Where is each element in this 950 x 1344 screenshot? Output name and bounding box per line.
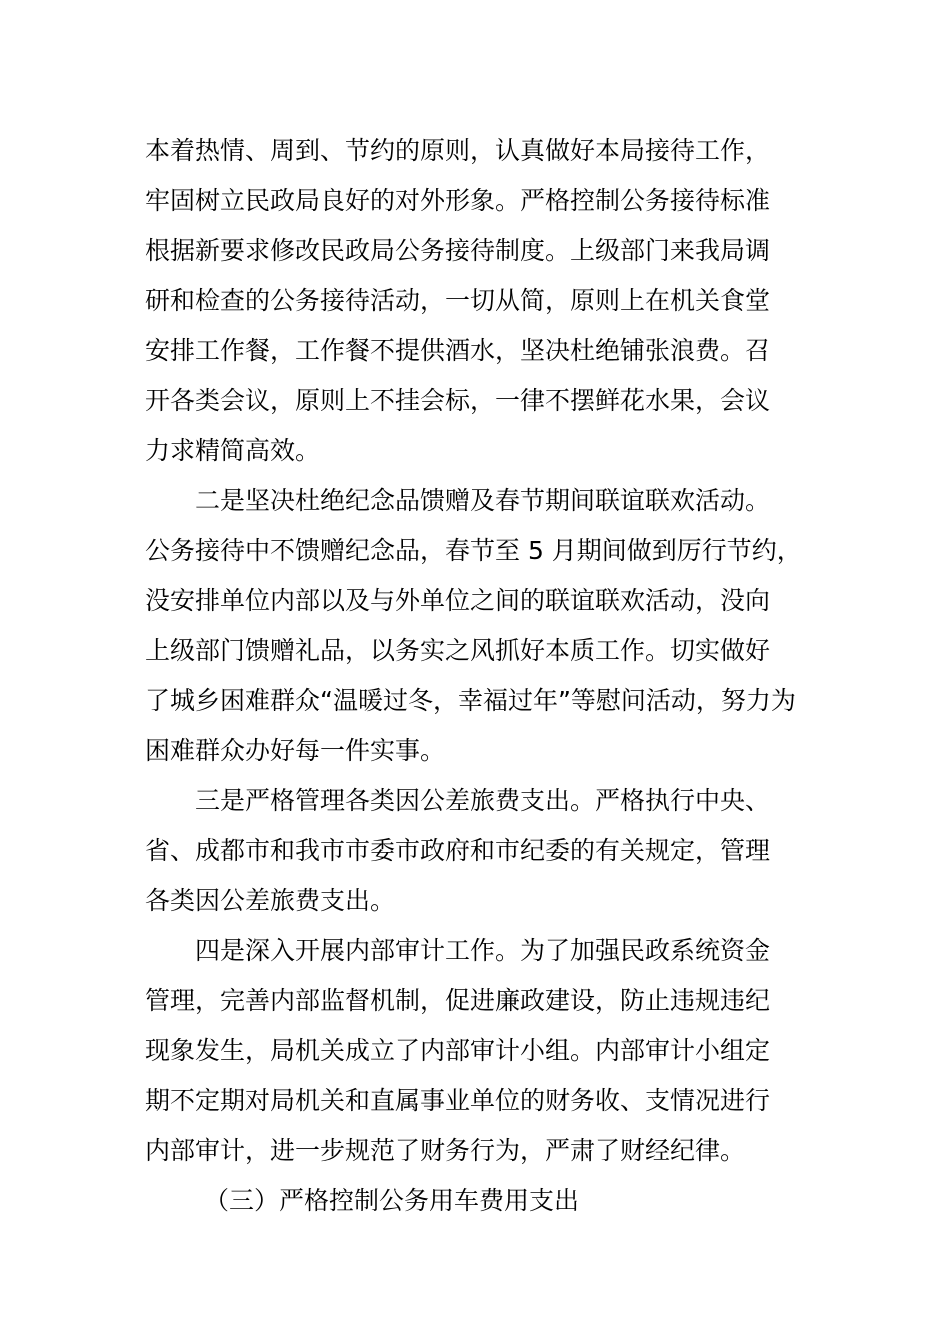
text-line-13: 困难群众办好每一件实事。 [145,736,446,765]
text-line-9: 公务接待中不馈赠纪念品，春节至 5 月期间做到厉行节约， [145,536,802,565]
text-line-20: 期不定期对局机关和直属事业单位的财务收、支情况进行 [145,1086,771,1115]
text-line-5: 安排工作餐，工作餐不提供酒水，坚决杜绝铺张浪费。召 [145,336,771,365]
text-line-21: 内部审计，进一步规范了财务行为，严肃了财经纪律。 [145,1136,746,1165]
text-line-18: 管理，完善内部监督机制，促进廉政建设，防止违规违纪 [145,986,771,1015]
paragraph-3-first-line: 三是严格管理各类因公差旅费支出。严格执行中央、 [195,786,771,815]
text-line-15: 省、成都市和我市市委市政府和市纪委的有关规定，管理 [145,836,771,865]
text-line-6: 开各类会议，原则上不挂会标，一律不摆鲜花水果，会议 [145,386,771,415]
text-line-3: 根据新要求修改民政局公务接待制度。上级部门来我局调 [145,236,771,265]
section-heading: （三）严格控制公务用车费用支出 [204,1186,580,1215]
text-line-12: 了城乡困难群众“温暖过冬，幸福过年”等慰问活动，努力为 [145,686,796,715]
text-line-19: 现象发生，局机关成立了内部审计小组。内部审计小组定 [145,1036,771,1065]
paragraph-2-first-line: 二是坚决杜绝纪念品馈赠及春节期间联谊联欢活动。 [195,486,771,515]
text-line-1: 本着热情、周到、节约的原则，认真做好本局接待工作， [145,136,771,165]
text-line-2: 牢固树立民政局良好的对外形象。严格控制公务接待标准 [145,186,771,215]
text-line-10: 没安排单位内部以及与外单位之间的联谊联欢活动，没向 [145,586,771,615]
text-line-11: 上级部门馈赠礼品，以务实之风抓好本质工作。切实做好 [145,636,771,665]
text-line-16: 各类因公差旅费支出。 [145,886,396,915]
paragraph-4-first-line: 四是深入开展内部审计工作。为了加强民政系统资金 [195,936,771,965]
text-line-4: 研和检查的公务接待活动，一切从简，原则上在机关食堂 [145,286,771,315]
text-line-7: 力求精简高效。 [145,436,321,465]
